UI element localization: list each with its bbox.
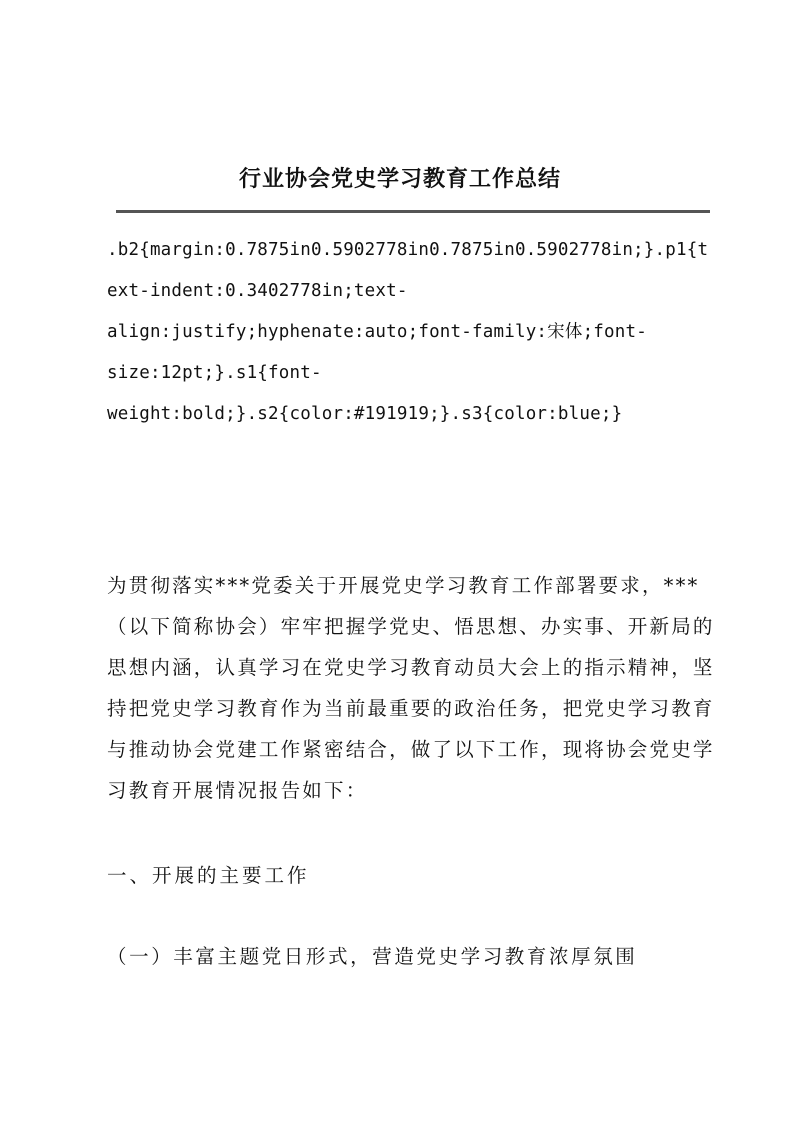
subsection-heading: （一）丰富主题党日形式，营造党史学习教育浓厚氛围 [107,945,638,968]
paragraph-line: 为贯彻落实***党委关于开展党史学习教育工作部署要求，*** [107,574,700,597]
intro-paragraph [107,565,717,811]
title-divider [116,210,710,213]
paragraph-line: 持把党史学习教育作为当前最重要的政治任务，把党史学习教育 [107,697,715,720]
paragraph-line: （以下简称协会）牢牢把握学党史、悟思想、办实事、开新局的 [107,615,715,638]
code-line: .b2{margin:0.7875in0.5902778in0.7875in0.5902778in;}.p1{t [107,240,709,260]
stray-css-text [107,230,717,435]
paragraph-line: 习教育开展情况报告如下： [107,779,368,802]
code-line: ext-indent:0.3402778in;text- [107,281,408,301]
paragraph-line: 与推动协会党建工作紧密结合，做了以下工作，现将协会党史学 [107,738,715,761]
code-line: size:12pt;}.s1{font- [107,363,322,383]
section-heading: 一、开展的主要工作 [107,864,310,887]
document-title: 行业协会党史学习教育工作总结 [238,166,561,192]
paragraph-line: 思想内涵，认真学习在党史学习教育动员大会上的指示精神，坚 [107,656,715,679]
code-line: weight:bold;}.s2{color:#191919;}.s3{color:blue;} [107,404,623,424]
code-line: align:justify;hyphenate:auto;font-family:宋体;font- [107,322,647,342]
